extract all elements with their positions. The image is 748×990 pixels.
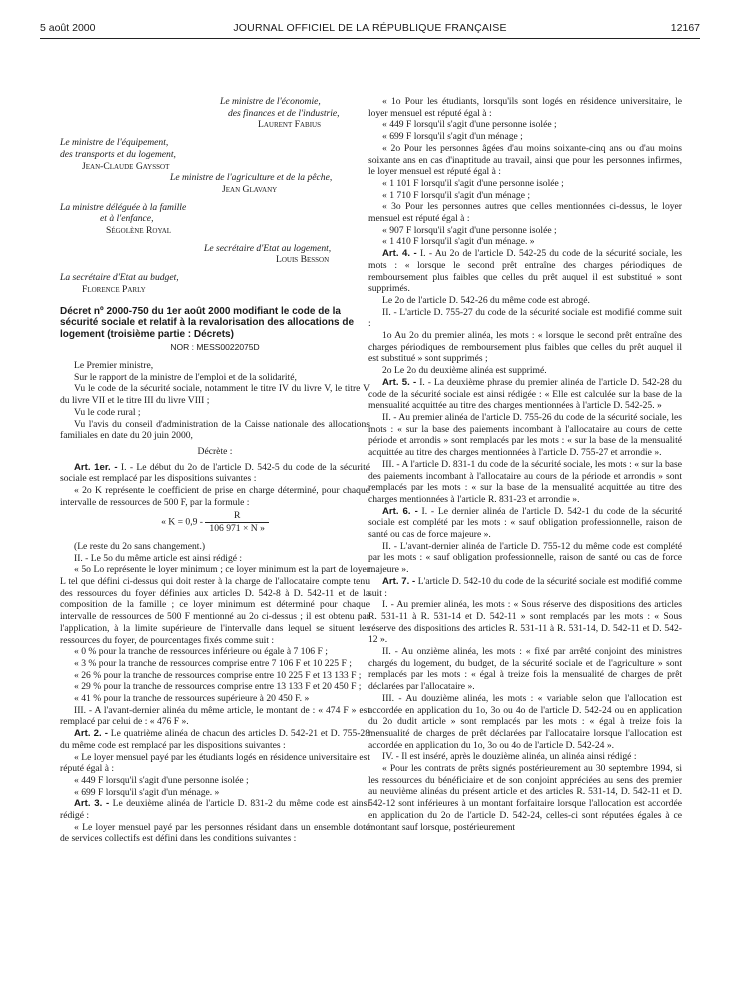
paragraph: Vu le code de la sécurité sociale, notamment le titre IV du livre V, le titre V du livre VII et le titre III du livre VIII ;: [60, 383, 370, 407]
paragraph: Vu le code rural ;: [74, 406, 141, 418]
signature-title: La secrétaire d'Etat au budget,: [60, 272, 179, 284]
signature-title: Le ministre de l'agriculture et de la pêche,: [170, 172, 333, 184]
header-page-number: 12167: [670, 22, 700, 34]
signature-name: Florence Parly: [82, 283, 146, 295]
paragraph: III. - A l'article D. 831-1 du code de la sécurité sociale, les mots : « sur la base des paiements incombant à l'allocataire au cours de la période et arrondis » sont remplacés par les mots : « sur la base de la mensualité acquittée au titre des charges mentionnées à l'article R. 831-23 et arrondie ».: [368, 458, 682, 505]
paragraph: « 449 F lorsqu'il s'agit d'une personne isolée ;: [74, 774, 249, 786]
paragraph: I. - Au premier alinéa, les mots : « Sous réserve des dispositions des articles R. 531-11 à R. 531-14 et D. 542-11 » sont remplacés par les mots : « Sous réserve des dispositions des articles R. 531-11 à R. 531-14, D. 542-11 et D. 542-12 ».: [368, 599, 682, 646]
signature-title: Le secrétaire d'Etat au logement,: [204, 242, 332, 254]
article-label: Art. 3. -: [74, 798, 110, 810]
paragraph: III. - Au douzième alinéa, les mots : « variable selon que l'allocation est accordée en application du 1o, 3o ou 4o de l'article D. 542-24 ou en application du 2o dudit article » sont remplacés par les mots : « égal à treize fois la mensualité de charges de prêt déclarées par l'allocataire lorsque l'allocation est accordée en application du 1o, 3o ou 4o de l'article D. 542-24 ».: [368, 692, 682, 751]
paragraph: Vu l'avis du conseil d'administration de la Caisse nationale des allocations familiales en date du 20 juin 2000,: [60, 418, 370, 442]
article-1: [60, 462, 370, 485]
article-label: Art. 2. -: [74, 728, 108, 740]
article-label: Art. 1er. -: [74, 461, 118, 473]
header-journal-title: JOURNAL OFFICIEL DE LA RÉPUBLIQUE FRANÇAISE: [233, 22, 507, 34]
paragraph: « 2o Pour les personnes âgées d'au moins soixante-cinq ans ou d'au moins soixante ans en cas d'inaptitude au travail, ainsi que pour les personnes infirmes, le loyer mensuel est réputé égal à :: [368, 142, 682, 178]
paragraph: II. - Au premier alinéa de l'article D. 755-26 du code de la sécurité sociale, les mots : « sur la base des paiements incombant à l'allocataire au cours de cette période et arrondis » sont remplacés par les mots : « sur la base de la mensualité acquittée au titre des charges mentionnées à l'article D. 755-27 et arrondie ».: [368, 411, 682, 459]
signature-title: des finances et de l'industrie,: [228, 107, 340, 119]
signatures-block: [60, 96, 370, 296]
paragraph: « 907 F lorsqu'il s'agit d'une personne isolée ;: [382, 224, 557, 236]
paragraph: « 1 410 F lorsqu'il s'agit d'un ménage. »: [382, 236, 535, 248]
signature-title: La ministre déléguée à la famille: [60, 201, 187, 213]
article-7: [368, 576, 682, 599]
article-5: [368, 377, 682, 412]
right-column: [368, 96, 682, 833]
header-rule: [40, 38, 700, 39]
paragraph: « 1 710 F lorsqu'il s'agit d'un ménage ;: [382, 189, 531, 201]
signature-name: Louis Besson: [276, 254, 330, 266]
article-2: [60, 728, 370, 751]
paragraph: IV. - Il est inséré, après le douzième alinéa, un alinéa ainsi rédigé :: [382, 751, 637, 763]
decrete-heading: Décrète :: [197, 445, 233, 457]
paragraph: « 1o Pour les étudiants, lorsqu'ils sont logés en résidence universitaire, le loyer mensuel est réputé égal à :: [368, 96, 682, 119]
formula-fraction: [205, 510, 269, 534]
paragraph: « 5o Lo représente le loyer minimum ; ce loyer minimum est la part de loyer L tel que défini ci-dessus qui doit rester à la charge de l'allocataire compte tenu des ressources du foyer définies aux articles D. 542-8 à D. 542-11 et de la composition de la famille ; ce loyer minimum est déterminé pour chaque intervalle de ressources de 500 F mentionné au 2o ci-dessus ; il est obtenu par l'application, à la limite supérieure de l'intervalle dans lequel se situent les ressources du foyer, de pourcentages fixés comme suit :: [60, 564, 370, 646]
paragraph: « 1 101 F lorsqu'il s'agit d'une personne isolée ;: [382, 177, 564, 189]
paragraph: « 3 % pour la tranche de ressources comprise entre 7 106 F et 10 225 F ;: [74, 657, 352, 669]
left-column: [60, 96, 370, 845]
article-text: I. - La deuxième phrase du premier alinéa de l'article D. 542-28 du code de la sécurité sociale est ainsi rédigée : « Elle est calculée sur la base de la mensualité acquittée au titre des charges mentionnées à l'article D. 542-25. »: [368, 376, 682, 412]
article-label: Art. 6. -: [382, 505, 418, 517]
paragraph: (Le reste du 2o sans changement.): [74, 540, 206, 552]
signature-title: Le ministre de l'équipement,: [60, 137, 169, 149]
header-date: 5 août 2000: [40, 22, 96, 34]
article-3: [60, 798, 370, 821]
decree-nor: NOR : MESS0022075D: [170, 342, 260, 353]
paragraph: « 449 F lorsqu'il s'agit d'une personne isolée ;: [382, 119, 557, 131]
paragraph: Sur le rapport de la ministre de l'emploi et de la solidarité,: [74, 371, 297, 383]
paragraph: « Pour les contrats de prêts signés postérieurement au 30 septembre 1994, si les ressources du bénéficiaire et de son conjoint appréciées au sens des premier au neuvième alinéas du présent article et des articles R. 531-14, D. 542-11 et D. 542-12 sont inférieures à un montant forfaitaire lorsque l'allocation est accordée en application du 2o de l'article D. 542-24, celles-ci sont réputées égales à ce montant sauf lorsque, postérieurement: [368, 763, 682, 833]
paragraph: « 3o Pour les personnes autres que celles mentionnées ci-dessus, le loyer mensuel est réputé égal à :: [368, 201, 682, 225]
paragraph: II. - L'avant-dernier alinéa de l'article D. 755-12 du même code est complété par les mots : « sauf obligation professionnelle, raison de santé ou cas de force majeure ».: [368, 540, 682, 576]
signature-name: Ségolène Royal: [106, 225, 172, 237]
paragraph: II. - Le 5o du même article est ainsi rédigé :: [74, 552, 243, 564]
paragraph: III. - A l'avant-dernier alinéa du même article, le montant de : « 474 F » est remplacé par celui de : « 476 F ».: [60, 704, 370, 728]
article-text: Le quatrième alinéa de chacun des articles D. 542-21 et D. 755-28 du même code est remplacé par les dispositions suivantes :: [60, 728, 370, 751]
article-text: I. - Le dernier alinéa de l'article D. 542-1 du code de la sécurité sociale est complété par les mots : « sauf obligation professionnelle, raison de santé ou cas de force majeure ».: [368, 505, 682, 541]
decree-title: Décret nº 2000-750 du 1er août 2000 modifiant le code de la sécurité sociale et relatif à la revalorisation des allocations de logement (troisième partie : Décrets): [60, 305, 355, 340]
paragraph: 1o Au 2o du premier alinéa, les mots : « lorsque le second prêt entraîne des charges périodiques de remboursement plus faibles que celles du prêt auquel il est substitué » sont supprimés ;: [368, 330, 682, 365]
paragraph: 2o Le 2o du deuxième alinéa est supprimé.: [382, 365, 547, 377]
page-header: [40, 22, 700, 36]
signature-title: et à l'enfance,: [100, 213, 154, 225]
signature-title: Le ministre de l'économie,: [220, 96, 321, 107]
paragraph: « Le loyer mensuel payé par les personnes résidant dans un ensemble doté de services collectifs est défini dans les conditions suivantes :: [60, 821, 370, 845]
paragraph: « Le loyer mensuel payé par les étudiants logés en résidence universitaire est réputé égal à :: [60, 751, 370, 775]
signature-name: Jean Glavany: [222, 183, 278, 195]
paragraph: Le Premier ministre,: [74, 360, 154, 372]
formula-left: « K = 0,9 -: [161, 516, 203, 528]
article-text: L'article D. 542-10 du code de la sécurité sociale est modifié comme suit :: [368, 575, 682, 599]
signature-name: Laurent Fabius: [258, 119, 321, 131]
paragraph: « 0 % pour la tranche de ressources inférieure ou égale à 7 106 F ;: [74, 646, 328, 658]
article-label: Art. 4. -: [382, 248, 417, 260]
paragraph: « 2o K représente le coefficient de prise en charge déterminé, pour chaque intervalle de ressources de 500 F, par la formule :: [60, 485, 370, 508]
paragraph: « 26 % pour la tranche de ressources comprise entre 10 225 F et 13 133 F ;: [74, 669, 362, 681]
paragraph: « 29 % pour la tranche de ressources comprise entre 13 133 F et 20 450 F ;: [74, 681, 362, 693]
paragraph: Le 2o de l'article D. 542-26 du même code est abrogé.: [382, 294, 590, 306]
article-text: I. - Au 2o de l'article D. 542-25 du code de la sécurité sociale, les mots : « lorsque le second prêt entraîne des charges périodiques de remboursement plus faibles que celles du prêt auquel il est substitué » sont supprimés.: [368, 248, 683, 295]
paragraph: II. - L'article D. 755-27 du code de la sécurité sociale est modifié comme suit :: [368, 306, 682, 330]
paragraph: II. - Au onzième alinéa, les mots : « fixé par arrêté conjoint des ministres chargés du logement, du budget, de la sécurité sociale et de l'agriculture » sont remplacés par les mots : « égal à treize fois la mensualité de charges de prêt déclarées par l'allocataire ».: [368, 646, 682, 693]
article-4: [368, 248, 682, 295]
paragraph: « 41 % pour la tranche de ressources supérieure à 20 450 F. »: [74, 693, 310, 705]
article-text: Le deuxième alinéa de l'article D. 831-2 du même code est ainsi rédigé :: [60, 798, 370, 822]
formula: [60, 510, 370, 534]
paragraph: « 699 F lorsqu'il s'agit d'un ménage. »: [74, 786, 220, 798]
article-label: Art. 5. -: [382, 376, 417, 388]
article-6: [368, 506, 682, 541]
article-label: Art. 7. -: [382, 575, 416, 587]
article-text: I. - Le début du 2o de l'article D. 542-5 du code de la sécurité sociale est remplacé par les dispositions suivantes :: [60, 461, 370, 485]
formula-denominator: 106 971 × N »: [209, 523, 265, 535]
paragraph: « 699 F lorsqu'il s'agit d'un ménage ;: [382, 131, 523, 143]
signature-name: Jean-Claude Gayssot: [82, 160, 170, 172]
signature-title: des transports et du logement,: [60, 148, 176, 160]
formula-numerator: R: [205, 510, 269, 523]
